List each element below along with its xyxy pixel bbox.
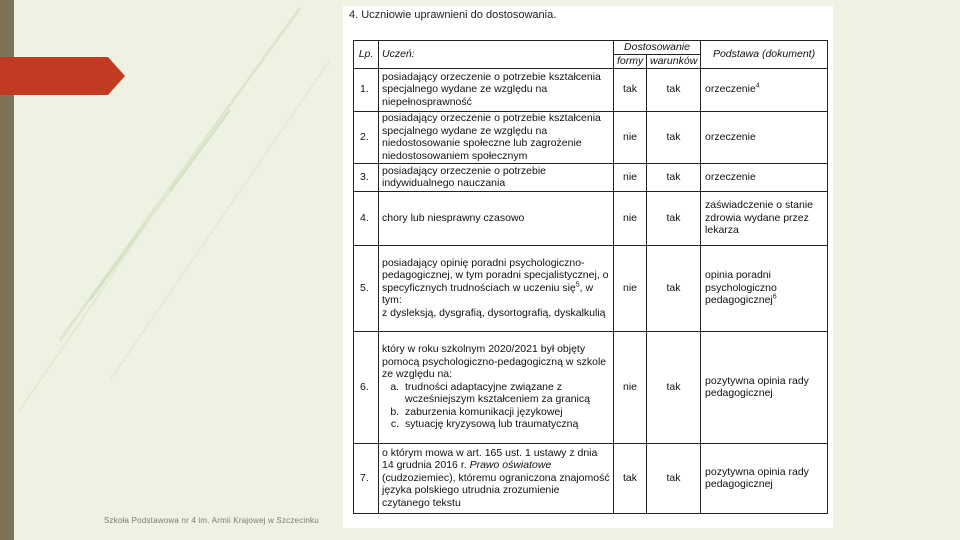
header-basis: Podstawa (dokument) — [701, 41, 828, 69]
table-row — [354, 163, 828, 191]
row-basis: pozytywna opinia rady pedagogicznej — [701, 331, 828, 443]
student-extra: z dysleksją, dysgrafią, dysortografią, dyskalkulią — [382, 306, 606, 319]
row-conditions: tak — [647, 443, 701, 513]
row-number: 7. — [354, 443, 379, 513]
doc-title: 4. Uczniowie uprawnieni do dostosowania. — [349, 9, 557, 21]
student-text: który w roku szkolnym 2020/2021 był objęty pomocą psychologiczno-pedagogiczną w szkole ze względu na: — [382, 343, 607, 381]
student-text-tail: , w tym: — [382, 281, 594, 307]
header-adjustment: Dostosowanie — [614, 41, 701, 55]
row-conditions: tak — [647, 163, 701, 191]
adjustment-table — [353, 40, 828, 514]
row-form: nie — [614, 191, 647, 245]
header-student: Uczeń: — [379, 41, 614, 69]
list-item: a. trudności adaptacyjne związane z wcześniejszym kształceniem za granicą — [402, 381, 610, 406]
row-basis: zaświadczenie o stanie zdrowia wydane przez lekarza — [701, 191, 828, 245]
row-form: nie — [614, 245, 647, 331]
row-student — [379, 443, 614, 513]
student-text: o którym mowa w art. 165 ust. 1 ustawy z dnia 14 grudnia 2016 r. — [382, 446, 598, 472]
header-form: formy — [614, 54, 647, 68]
row-conditions: tak — [647, 331, 701, 443]
row-number: 5. — [354, 245, 379, 331]
law-title: Prawo oświatowe — [469, 459, 552, 472]
row-number: 2. — [354, 111, 379, 163]
row-number: 6. — [354, 331, 379, 443]
table-row — [354, 443, 828, 513]
header-lp: Lp. — [354, 41, 379, 69]
table-header-row — [354, 41, 828, 55]
row-form: nie — [614, 163, 647, 191]
row-form: nie — [614, 331, 647, 443]
basis-text: opinia poradni psychologiczno pedagogicznej — [705, 269, 777, 307]
footnote-ref: 4 — [755, 82, 760, 90]
table-row — [354, 111, 828, 163]
student-text-tail: (cudzoziemiec), któremu ograniczona znajomość języka polskiego utrudnia zrozumienie czytanego tekstu — [382, 471, 610, 509]
list-item: c. sytuację kryzysową lub traumatyczną — [402, 418, 610, 431]
row-basis — [701, 68, 828, 111]
row-student — [379, 331, 614, 443]
document-image — [343, 6, 833, 528]
row-basis: orzeczenie — [701, 111, 828, 163]
row-basis: orzeczenie — [701, 163, 828, 191]
row-conditions: tak — [647, 245, 701, 331]
row-student: chory lub niesprawny czasowo — [379, 191, 614, 245]
basis-text: orzeczenie — [705, 83, 756, 96]
row-number: 4. — [354, 191, 379, 245]
footnote-ref: 6 — [772, 293, 777, 301]
table-row — [354, 331, 828, 443]
red-arrow-shape — [0, 57, 125, 95]
table-row — [354, 191, 828, 245]
row-student: posiadający orzeczenie o potrzebie kształcenia specjalnego wydane ze względu na niepełnosprawność — [379, 68, 614, 111]
student-text: posiadający opinię poradni psychologiczno-pedagogicznej, w tym poradni specjalistycznej, o specyficznych trudnościach w uczeniu się — [382, 256, 609, 294]
row-form: nie — [614, 111, 647, 163]
row-form: tak — [614, 443, 647, 513]
row-conditions: tak — [647, 68, 701, 111]
row-student: posiadający orzeczenie o potrzebie kształcenia specjalnego wydane ze względu na niedostosowanie społeczne lub zagrożenie niedostosowaniem społecznym — [379, 111, 614, 163]
row-number: 1. — [354, 68, 379, 111]
footnote-ref: 5 — [575, 281, 580, 289]
row-basis: pozytywna opinia rady pedagogicznej — [701, 443, 828, 513]
row-number: 3. — [354, 163, 379, 191]
sub-list — [382, 381, 610, 431]
header-conditions: warunków — [647, 54, 701, 68]
row-basis — [701, 245, 828, 331]
row-form: tak — [614, 68, 647, 111]
table-row — [354, 245, 828, 331]
list-item: b. zaburzenia komunikacji językowej — [402, 406, 610, 419]
row-conditions: tak — [647, 111, 701, 163]
footer-text: Szkoła Podstawowa nr 4 im. Armii Krajowej w Szczecinku — [104, 516, 319, 525]
table-row — [354, 68, 828, 111]
row-student: posiadający orzeczenie o potrzebie indywidualnego nauczania — [379, 163, 614, 191]
row-conditions: tak — [647, 191, 701, 245]
row-student — [379, 245, 614, 331]
